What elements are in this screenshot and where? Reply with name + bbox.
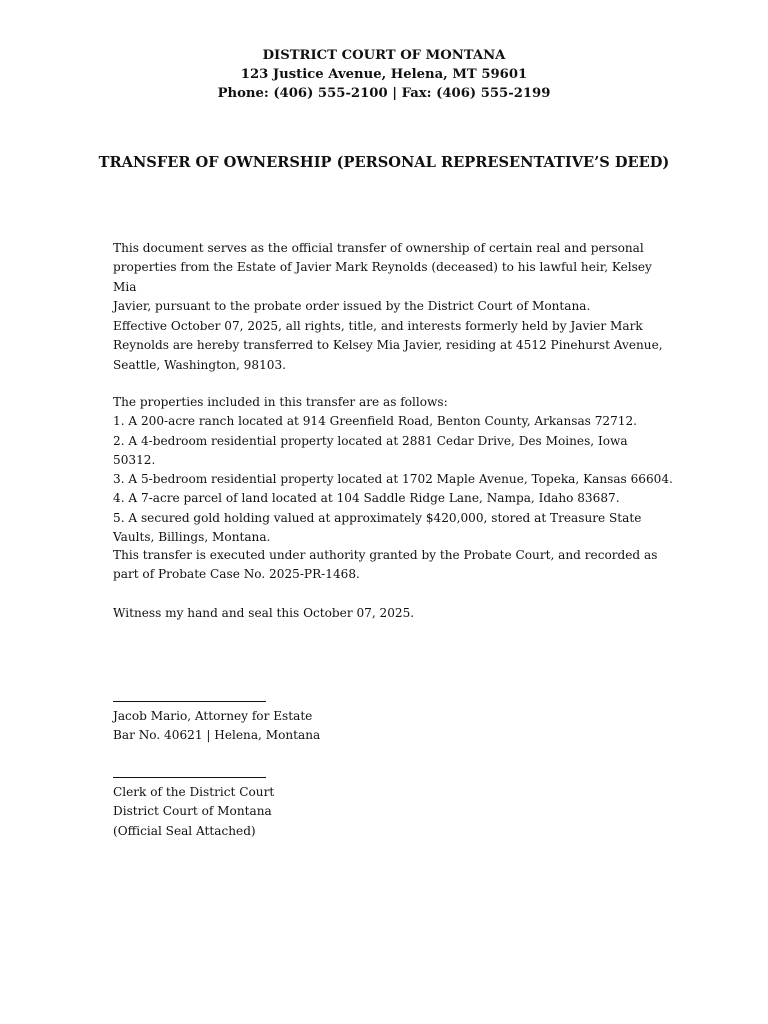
court-header <box>0 46 768 103</box>
effective-paragraph <box>113 317 673 375</box>
properties-section <box>113 393 673 547</box>
properties-intro: The properties included in this transfer are as follows: <box>113 395 448 409</box>
text-line: properties from the Estate of Javier Mark Reynolds (deceased) to his lawful heir, Kelsey Mia <box>113 260 652 294</box>
text-line: Reynolds are hereby transferred to Kelsey Mia Javier, residing at 4512 Pinehurst Avenue, <box>113 338 663 353</box>
text-line: Javier, pursuant to the probate order issued by the District Court of Montana. <box>113 298 591 313</box>
property-item: 1. A 200-acre ranch located at 914 Greenfield Road, Benton County, Arkansas 72712. <box>113 414 638 429</box>
text-line: This transfer is executed under authority granted by the Probate Court, and recorded as <box>113 548 658 562</box>
attorney-signature-block <box>113 688 673 746</box>
seal-note: (Official Seal Attached) <box>113 823 256 838</box>
clerk-court: District Court of Montana <box>113 804 272 819</box>
attorney-bar-number: Bar No. 40621 | Helena, Montana <box>113 728 321 743</box>
clerk-title: Clerk of the District Court <box>113 785 275 799</box>
attorney-name: Jacob Mario, Attorney for Estate <box>113 709 313 723</box>
court-name: DISTRICT COURT OF MONTANA <box>262 48 506 63</box>
text-line: part of Probate Case No. 2025-PR-1468. <box>113 567 360 582</box>
property-item: 2. A 4-bedroom residential property located at 2881 Cedar Drive, Des Moines, Iowa 50312. <box>113 433 628 467</box>
document-title: TRANSFER OF OWNERSHIP (PERSONAL REPRESENTATIVE’S DEED) <box>98 154 670 171</box>
intro-paragraph <box>113 239 673 316</box>
property-item: 3. A 5-bedroom residential property located at 1702 Maple Avenue, Topeka, Kansas 66604. <box>113 472 673 487</box>
court-address: 123 Justice Avenue, Helena, MT 59601 <box>240 67 528 82</box>
property-item: Vaults, Billings, Montana. <box>113 530 271 545</box>
authority-paragraph <box>113 546 673 585</box>
text-line: Effective October 07, 2025, all rights, title, and interests formerly held by Javier Mark <box>113 319 643 333</box>
text-line: This document serves as the official transfer of ownership of certain real and personal <box>113 241 644 255</box>
text-line: Seattle, Washington, 98103. <box>113 357 287 372</box>
property-item: 4. A 7-acre parcel of land located at 104 Saddle Ridge Lane, Nampa, Idaho 83687. <box>113 491 620 506</box>
court-contact: Phone: (406) 555-2100 | Fax: (406) 555-2199 <box>217 86 551 101</box>
witness-line <box>113 604 673 623</box>
property-item: 5. A secured gold holding valued at approximately $420,000, stored at Treasure State <box>113 510 642 525</box>
signature-line <box>113 764 266 783</box>
clerk-signature-block <box>113 764 673 841</box>
witness-text: Witness my hand and seal this October 07, 2025. <box>113 606 415 620</box>
signature-line <box>113 688 266 707</box>
